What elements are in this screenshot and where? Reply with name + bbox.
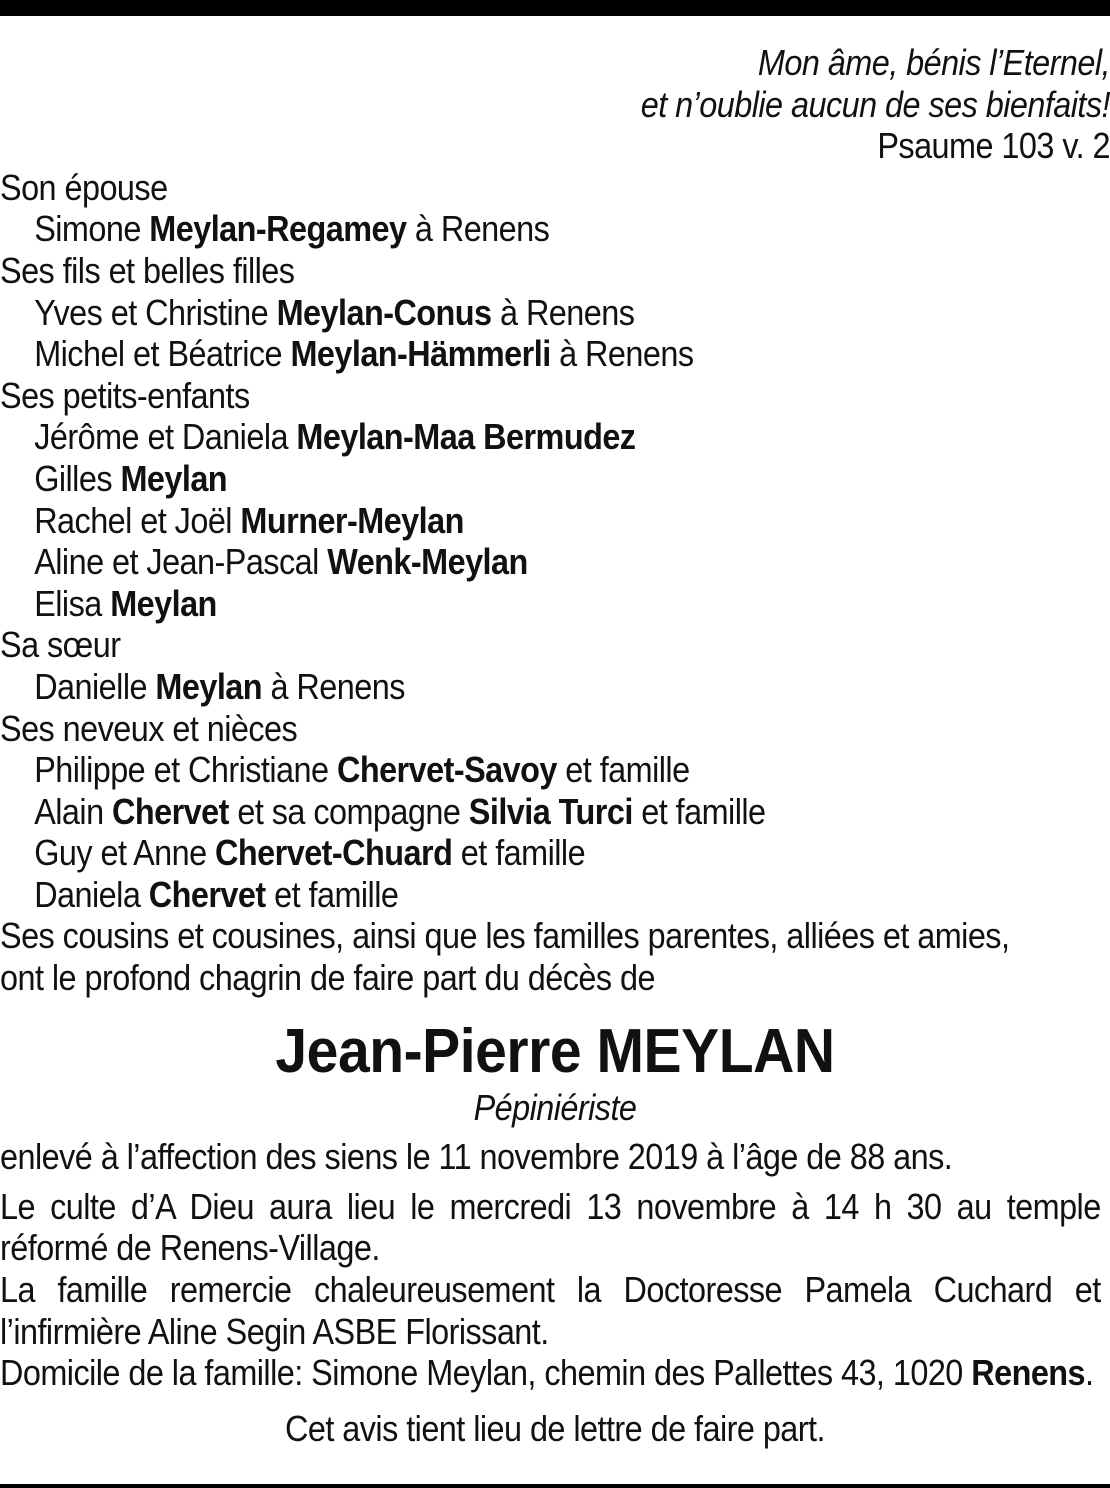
epigraph-line-1: Mon âme, bénis l’Eternel, (757, 42, 1110, 83)
epigraph (0, 42, 1110, 167)
grandchild-entry-2: Gilles Meylan (34, 457, 228, 499)
spouse-label: Son épouse (0, 166, 168, 208)
nephew-entry-3: Guy et Anne Chervet-Chuard et famille (34, 832, 586, 874)
nephews-label: Ses neveux et nièces (0, 707, 298, 749)
epigraph-line-2: et n’oublie aucun de ses bienfaits! (640, 83, 1110, 125)
spouse-entry: Simone Meylan-Regamey à Renens (34, 208, 550, 250)
obituary-notice (0, 42, 1110, 1449)
top-rule (0, 0, 1110, 16)
grandchild-entry-5: Elisa Meylan (34, 582, 217, 624)
deceased-name: Jean-Pierre MEYLAN (275, 1016, 835, 1086)
closing-statement: Cet avis tient lieu de lettre de faire part. (285, 1407, 825, 1449)
service-details: Le culte d’A Dieu aura lieu le mercredi 13 novembre à 14 h 30 au temple réformé de Renens-Village. (0, 1185, 1101, 1269)
sister-entry: Danielle Meylan à Renens (34, 665, 405, 707)
nephew-entry-4: Daniela Chervet et famille (34, 873, 399, 915)
cousins-line-2: ont le profond chagrin de faire part du décès de (0, 957, 655, 999)
grandchild-entry-3: Rachel et Joël Murner-Meylan (34, 499, 464, 541)
death-statement: enlevé à l’affection des siens le 11 novembre 2019 à l’âge de 88 ans. (0, 1136, 953, 1178)
sons-label: Ses fils et belles filles (0, 249, 295, 291)
bottom-rule (0, 1484, 1110, 1488)
family-domicile: Domicile de la famille: Simone Meylan, chemin des Pallettes 43, 1020 Renens. (0, 1352, 1094, 1394)
sister-label: Sa sœur (0, 624, 121, 666)
nephew-entry-2: Alain Chervet et sa compagne Silvia Turci et famille (34, 790, 766, 832)
son-entry-1: Yves et Christine Meylan-Conus à Renens (34, 291, 635, 333)
cousins-line-1: Ses cousins et cousines, ainsi que les familles parentes, alliées et amies, (0, 915, 1010, 957)
thanks-statement: La famille remercie chaleureusement la Doctoresse Pamela Cuchard et l’infirmière Aline Segin ASBE Florissant. (0, 1269, 1101, 1352)
son-entry-2: Michel et Béatrice Meylan-Hämmerli à Renens (34, 333, 694, 375)
nephew-entry-1: Philippe et Christiane Chervet-Savoy et famille (34, 749, 690, 791)
family-list (0, 167, 1110, 999)
epigraph-reference: Psaume 103 v. 2 (877, 125, 1110, 167)
deceased-profession: Pépiniériste (473, 1086, 637, 1128)
grandchildren-label: Ses petits-enfants (0, 374, 250, 416)
grandchild-entry-1: Jérôme et Daniela Meylan-Maa Bermudez (34, 416, 636, 458)
grandchild-entry-4: Aline et Jean-Pascal Wenk-Meylan (34, 541, 528, 583)
